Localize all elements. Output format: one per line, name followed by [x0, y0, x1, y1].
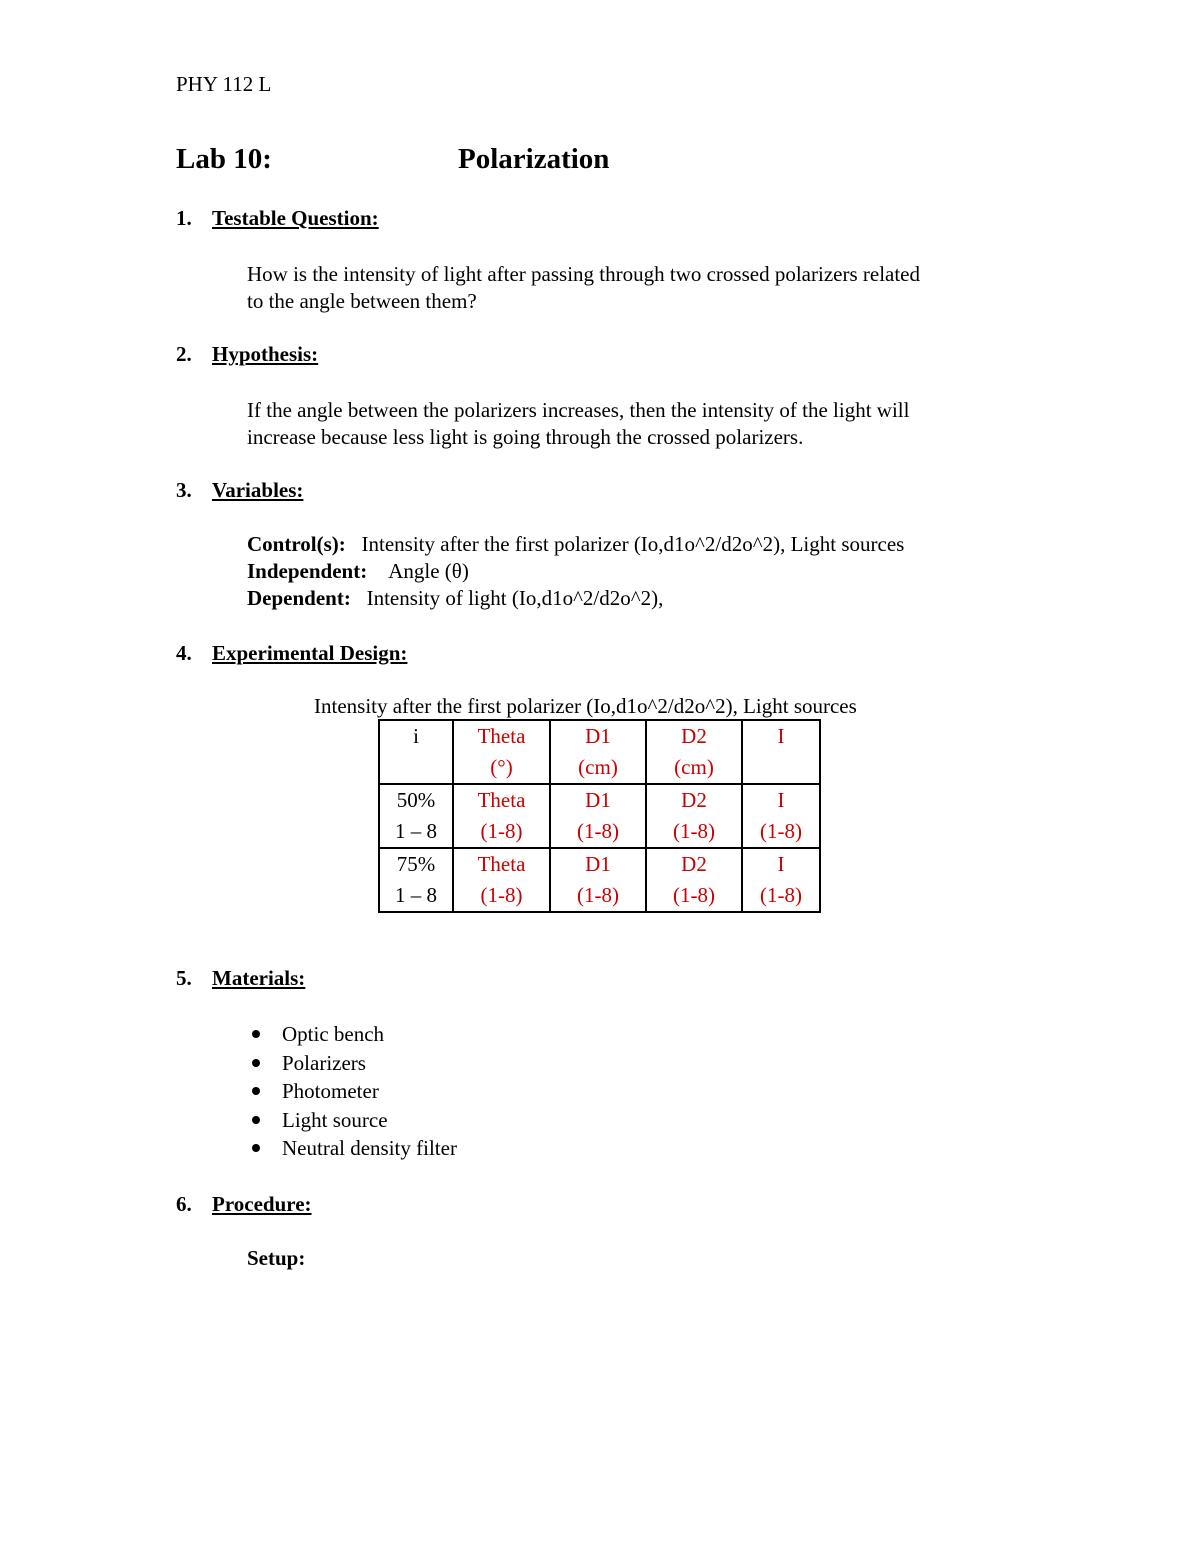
cell-line: (1-8): [760, 819, 802, 843]
table-cell: [550, 848, 646, 912]
cell-line: 75%: [396, 852, 436, 876]
cell-line: 1 – 8: [395, 819, 437, 843]
section-number: 3.: [176, 478, 192, 502]
cell-line: D2: [681, 852, 707, 876]
list-item-text: Polarizers: [282, 1050, 366, 1075]
cell-line: 1 – 8: [395, 883, 437, 907]
dependent-label: Dependent:: [247, 586, 351, 610]
hypothesis-line: If the angle between the polarizers increases, then the intensity of the light will: [247, 398, 910, 422]
section-number: 1.: [176, 206, 192, 230]
list-item-text: Light source: [282, 1107, 388, 1132]
course-code: PHY 112 L: [176, 72, 272, 96]
list-item: [250, 1049, 457, 1078]
control-value: Intensity after the first polarizer (Io,d1o^2/d2o^2), Light sources: [361, 532, 905, 556]
cell-line: Theta: [477, 852, 526, 876]
table-cell: [742, 784, 820, 848]
cell-line: Theta: [477, 724, 526, 748]
section-label: Materials:: [212, 966, 306, 990]
table-cell: [646, 784, 742, 848]
variable-dependent: [247, 585, 904, 612]
section-number: 5.: [176, 966, 192, 990]
variable-control: [247, 531, 904, 558]
table-cell: [379, 848, 453, 912]
cell-line: D1: [585, 724, 611, 748]
table-cell: [742, 720, 820, 784]
section-heading-procedure: [176, 1192, 312, 1217]
table-cell: [550, 784, 646, 848]
table-cell: [453, 848, 550, 912]
dependent-value: Intensity of light (Io,d1o^2/d2o^2),: [366, 586, 664, 610]
bullet-icon: [252, 1144, 260, 1152]
section-heading-variables: [176, 478, 303, 503]
independent-value: Angle (θ): [388, 559, 469, 583]
variables-list: [247, 531, 904, 612]
table-cell: [379, 784, 453, 848]
section-heading-design: [176, 641, 407, 666]
table-row: [379, 784, 820, 848]
section-heading-question: [176, 206, 379, 231]
lab-title: Polarization: [458, 143, 610, 175]
bullet-icon: [252, 1030, 260, 1038]
independent-label: Independent:: [247, 559, 368, 583]
cell-line: (cm): [674, 755, 714, 779]
cell-line: (1-8): [673, 883, 715, 907]
list-item: [250, 1077, 457, 1106]
section-number: 2.: [176, 342, 192, 366]
section-number: 4.: [176, 641, 192, 665]
table-cell: [742, 848, 820, 912]
cell-line: I: [777, 724, 785, 748]
cell-line: D1: [585, 852, 611, 876]
cell-line: (1-8): [760, 883, 802, 907]
cell-line: D2: [681, 724, 707, 748]
control-label: Control(s):: [247, 532, 346, 556]
list-item-text: Neutral density filter: [282, 1136, 457, 1160]
section-label: Experimental Design:: [212, 641, 408, 665]
cell-line: (1-8): [577, 819, 619, 843]
section-number: 6.: [176, 1192, 192, 1216]
cell-line: Theta: [477, 788, 526, 812]
cell-line: (1-8): [480, 819, 523, 843]
cell-line: 50%: [396, 788, 436, 812]
section-label: Variables:: [212, 478, 304, 502]
design-caption: Intensity after the first polarizer (Io,d1o^2/d2o^2), Light sources: [314, 694, 857, 718]
cell-line: D2: [681, 788, 707, 812]
table-cell: [453, 720, 550, 784]
table-cell: [646, 720, 742, 784]
cell-line: (°): [490, 755, 513, 779]
section-heading-materials: [176, 966, 305, 991]
bullet-icon: [252, 1059, 260, 1067]
section-label: Procedure:: [212, 1192, 312, 1216]
materials-list: [250, 1020, 457, 1163]
table-cell: [453, 784, 550, 848]
list-item-text: Photometer: [282, 1079, 379, 1103]
list-item: [250, 1106, 457, 1135]
cell-line: i: [413, 724, 419, 748]
cell-line: (1-8): [480, 883, 523, 907]
hypothesis-line: increase because less light is going through the crossed polarizers.: [247, 425, 804, 449]
table-cell: [379, 720, 453, 784]
bullet-icon: [252, 1087, 260, 1095]
list-item: [250, 1020, 457, 1049]
cell-line: D1: [585, 788, 611, 812]
question-text: [247, 261, 920, 315]
table-row: [379, 848, 820, 912]
question-line: to the angle between them?: [247, 289, 477, 313]
table-cell: [550, 720, 646, 784]
table-header-row: [379, 720, 820, 784]
variable-independent: [247, 558, 904, 585]
cell-line: (cm): [578, 755, 618, 779]
question-line: How is the intensity of light after passing through two crossed polarizers related: [247, 262, 921, 286]
section-heading-hypothesis: [176, 342, 318, 367]
list-item: [250, 1134, 457, 1163]
design-table: [378, 719, 821, 913]
table-cell: [646, 848, 742, 912]
cell-line: I: [777, 788, 785, 812]
setup-label: Setup:: [247, 1246, 306, 1270]
section-label: Testable Question:: [212, 206, 379, 230]
cell-line: (1-8): [577, 883, 619, 907]
bullet-icon: [252, 1116, 260, 1124]
hypothesis-text: [247, 397, 909, 451]
cell-line: I: [777, 852, 785, 876]
section-label: Hypothesis:: [212, 342, 319, 366]
list-item-text: Optic bench: [282, 1022, 385, 1046]
cell-line: (1-8): [673, 819, 715, 843]
lab-number: Lab 10:: [176, 143, 272, 175]
